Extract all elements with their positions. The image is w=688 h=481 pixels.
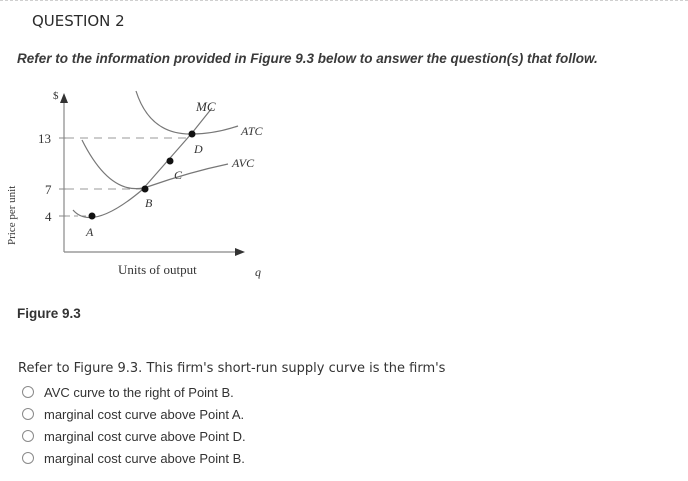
answer-option-label: marginal cost curve above Point D.: [44, 428, 246, 444]
instructions-text: Refer to the information provided in Figure 9.3 below to answer the question(s) that follow.: [17, 51, 598, 66]
point-d-label: D: [194, 142, 203, 156]
answer-option-label: AVC curve to the right of Point B.: [44, 384, 234, 400]
y-axis-unit: $: [53, 90, 59, 102]
point-b: [142, 186, 149, 193]
point-b-label: B: [145, 196, 153, 210]
question-header: QUESTION 2: [32, 12, 125, 30]
y-axis-label: Price per unit: [6, 185, 18, 245]
answer-option-3[interactable]: [22, 425, 246, 447]
y-tick-label-4: 4: [45, 209, 52, 224]
atc-curve: [136, 91, 238, 134]
figure-caption: Figure 9.3: [17, 306, 81, 321]
answer-option-label: marginal cost curve above Point B.: [44, 450, 245, 466]
top-divider: [0, 0, 688, 1]
answer-option-2[interactable]: [22, 403, 246, 425]
atc-label: ATC: [241, 124, 263, 138]
question-text: Refer to Figure 9.3. This firm's short-run supply curve is the firm's: [18, 361, 446, 376]
avc-curve: [82, 140, 228, 189]
y-tick-label-13: 13: [38, 131, 51, 146]
answer-option-label: marginal cost curve above Point A.: [44, 406, 245, 422]
radio-button[interactable]: [22, 452, 34, 464]
point-c: [167, 158, 174, 165]
y-tick-label-7: 7: [45, 182, 52, 197]
radio-button[interactable]: [22, 386, 34, 398]
mc-label: MC: [196, 99, 216, 114]
avc-label: AVC: [232, 156, 255, 170]
mc-curve: [73, 108, 212, 218]
y-axis-arrow: [60, 93, 68, 103]
point-a: [89, 213, 96, 220]
point-c-label: C: [174, 168, 183, 182]
x-axis-label: Units of output: [118, 262, 197, 277]
radio-button[interactable]: [22, 430, 34, 442]
x-axis-symbol: q: [255, 265, 261, 279]
x-axis-arrow: [235, 248, 245, 256]
point-d: [189, 131, 196, 138]
figure-9-3: [0, 80, 300, 290]
answer-options: [22, 381, 246, 469]
radio-button[interactable]: [22, 408, 34, 420]
point-a-label: A: [86, 225, 94, 239]
answer-option-4[interactable]: [22, 447, 246, 469]
answer-option-1[interactable]: [22, 381, 246, 403]
